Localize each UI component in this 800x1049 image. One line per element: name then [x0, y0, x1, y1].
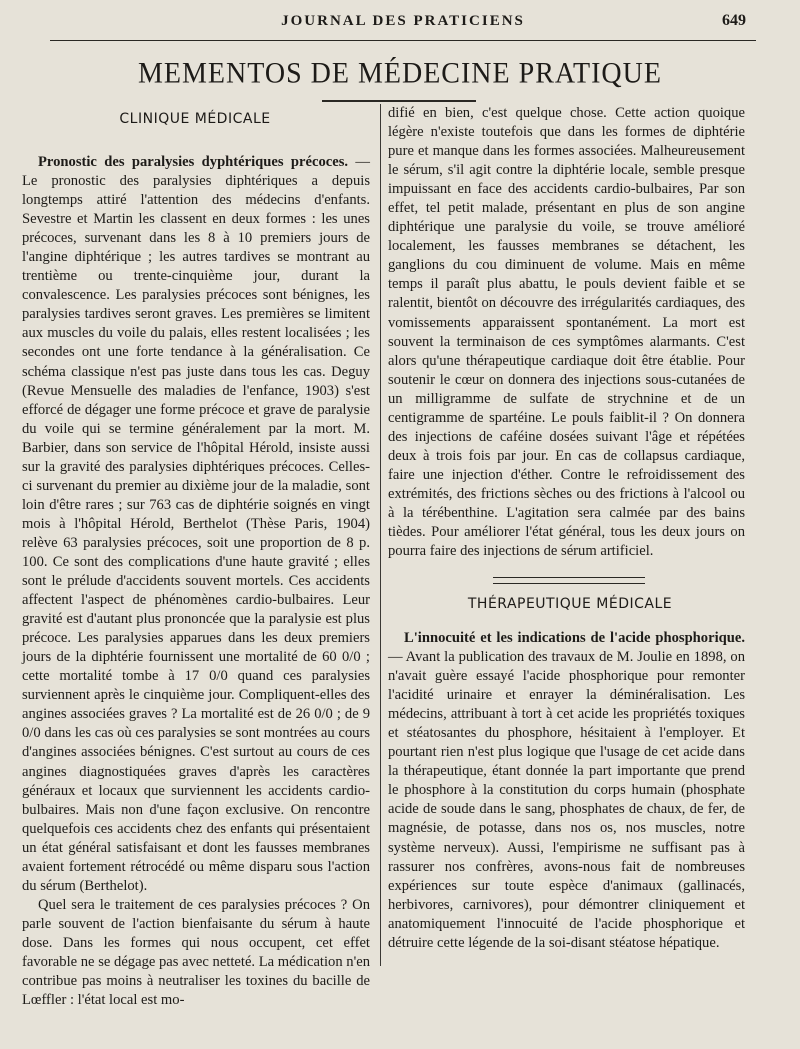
- article-title-acide: L'innocuité et les indications de l'acide phosphorique.: [404, 630, 745, 646]
- section-separator: [493, 577, 645, 584]
- running-header: [50, 10, 756, 41]
- article-paragraph: [22, 153, 370, 896]
- article-title-paralysies: Pronostic des paralysies dyphtériques précoces.: [38, 154, 349, 170]
- page-number: 649: [722, 12, 746, 29]
- article-paragraph-acide: [388, 629, 745, 953]
- journal-title: JOURNAL DES PRATICIENS: [281, 13, 525, 29]
- article-body-acide: — Avant la publication des travaux de M. Joulie en 1898, on n'avait guère essayé l'acide phosphorique pour remonter l'acidité urinaire et enrayer la déminéralisation. Les médecins, attribuant à tort à cet acide les propriétés toxiques et stéatosantes du phosphore, hésitaient à l'employer. Et pourtant rien n'est plus logique que l'usage de cet acide dans la thérapeutique, étant donnée la part importante que prend le phosphore à la constitution du corps humain (phosphate acide de soude dans le sang, phosphates de chaux, de fer, de magnésie, de potasse, dans nos os, nos muscles, notre système nerveux). Aussi, l'empirisme ne suffisant pas à rassurer nos confrères, avons-nous fait de nombreuses expériences sur toute espèce d'animaux (gallinacés, herbivores, carnivores), pour démontrer cliniquement et anatomiquement l'innocuité de l'acide phosphorique et détruire cette légende de la soi-disant stéatose hépatique.: [388, 649, 745, 951]
- page-title: MEMENTOS DE MÉDECINE PRATIQUE: [138, 57, 662, 90]
- right-column-continuation: [388, 104, 745, 561]
- column-divider: [380, 104, 381, 966]
- section-heading-therapeutique: THÉRAPEUTIQUE MÉDICALE: [467, 596, 673, 612]
- article-paragraph-2: Quel sera le traitement de ces paralysies précoces ? On parle souvent de l'action bienfaisante du sérum à haute dose. Dans les formes qui nous occupent, cet effet favorable ne se dégage pas avec netteté. La médication n'en contribue pas moins à neutraliser les toxines du bacille de Lœffler : l'état local est mo-: [22, 896, 370, 1009]
- right-column-article: [388, 629, 745, 953]
- left-column: [22, 153, 370, 1010]
- title-rule: [322, 100, 476, 102]
- continuation-paragraph: difié en bien, c'est quelque chose. Cette action quoique légère n'existe toutefois que dans les formes de diphtérie pure et manque dans les formes associées. Malheureusement le sérum, s'il agit contre la diphtérie locale, semble presque impuissant en face des accidents cardio-bulbaires, Par son effet, tel petit malade, présentant en plus de son angine diphtérique une paralysie du voile, se trouve amélioré localement, les fausses membranes se détachent, les ganglions du cou diminuent de volume. Mais en même temps il paraît plus abattu, le pouls devient faible et se ralentit, bientôt on découvre des irrégularités cardiaques, des vomissements apparaissent spontanément. La mort est souvent la terminaison de ces symptômes alarmants. C'est alors qu'une thérapeutique cardiaque doit être établie. Pour soutenir le cœur on donnera des injections sous-cutanées de un milligramme de sulfate de strychnine et de un centigramme de spartéine. Le pouls faiblit-il ? On donnera des injections de caféine dosées suivant l'âge et répétées deux à trois fois par jour. En cas de collapsus cardiaque, faire une injection d'éther. Contre le refroidissement des extrémités, des frictions sèches ou des frictions à l'alcool ou à la térébenthine. L'agitation sera calmée par des bains tièdes. Pour améliorer l'état général, tous les deux jours on pourra faire des injections de sérum artificiel.: [388, 105, 745, 560]
- section-heading-clinique: CLINIQUE MÉDICALE: [119, 111, 271, 127]
- article-body: — Le pronostic des paralysies diphtériques a depuis longtemps attiré l'attention des médecins d'enfants. Sevestre et Martin les classent en deux formes : les unes précoces, survenant dans les 8 à 10 premiers jours de l'angine diphtérique ; les autres tardives se montrant au trentième ou trente-cinquième jour, durant la convalescence. Les paralysies précoces sont bénignes, les paralysies tardives seront graves. Les premières se limitent aux muscles du voile du palais, elles restent localisées ; les secondes ont une forte tendance à la généralisation. Ce schéma classique n'est pas juste dans tous les cas. Deguy (Revue Mensuelle des maladies de l'enfance, 1903) s'est efforcé de dégager une forme précoce et grave de paralysie du voile qui se termine généralement par la mort. M. Barbier, dans son service de l'hôpital Hérold, insiste aussi sur la gravité des paralysies diphtériques précoces. Celles-ci survenant du premier au dixième jour de la maladie, sont loin d'être rares ; sur 763 cas de diphtérie soignés en vingt mois à l'hôpital Hérold, Berthelot (Thèse Paris, 1904) relève 63 paralysies précoces, soit une proportion de 8 p. 100. Ce sont des complications d'une haute gravité ; elles sont le prélude d'accidents souvent mortels. Ces accidents affectent l'aspect de phénomènes cardio-bulbaires. Leur gravité est d'autant plus prononcée que la paralysie est plus précoce. Les paralysies apparues dans les deux premiers jours de la diphtérie fournissent une mortalité de 60 0/0 ; cette mortalité tombe à 17 0/0 quand ces paralysies surviennent après le cinquième jour. Compliquent-elles des angines associées graves ? La mortalité est de 26 0/0 ; de 9 0/0 dans les cas où ces paralysies se sont montrées au cours d'angines associées bénignes. C'est surtout au cours de ces angines diagnostiquées graves d'après les caractères généraux et locaux que surviennent les accidents cardio-bulbaires. Mais non d'une façon exclusive. On rencontre quelquefois ces accidents chez des enfants qui présentaient un état général satisfaisant et dont les fausses membranes avaient fortement rétrocédé ou même disparu sous l'action du sérum (Berthelot).: [22, 154, 370, 894]
